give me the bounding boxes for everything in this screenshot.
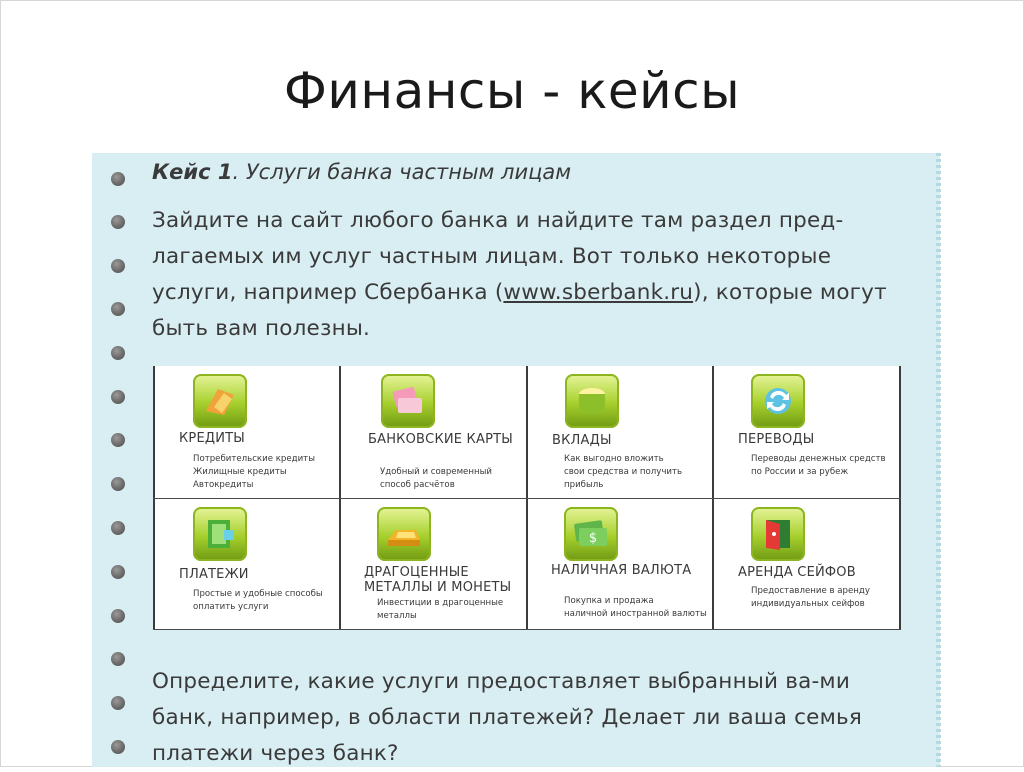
credit-icon xyxy=(193,374,247,428)
case-title: . Услуги банка частным лицам xyxy=(232,160,572,184)
service-name: ПЕРЕВОДЫ xyxy=(738,432,815,447)
case-label: Кейс 1 xyxy=(152,160,233,184)
intro-paragraph xyxy=(152,203,907,347)
service-tile-safe-rental[interactable] xyxy=(714,499,900,631)
service-tile-payments[interactable] xyxy=(153,499,339,631)
safe-icon xyxy=(751,507,805,561)
intro-text-end: ), которые могут быть вам полезны. xyxy=(152,280,887,341)
intro-text: Зайдите на сайт любого банка и найдите там раздел пред-лагаемых им услуг частным лицам. Вот только некоторые услуги, например Сбербанка ( xyxy=(152,208,844,305)
binder-hole xyxy=(111,302,125,316)
binder-hole xyxy=(111,390,125,404)
service-tile-bank-cards[interactable] xyxy=(340,366,526,498)
service-desc: Как выгодно вложить свои средства и получить прибыль xyxy=(564,454,683,490)
binder-hole xyxy=(111,740,125,754)
transfer-icon xyxy=(751,374,805,428)
service-desc: Переводы денежных средств по России и за рубеж xyxy=(751,454,886,477)
case-heading xyxy=(152,160,571,184)
service-name: КРЕДИТЫ xyxy=(179,431,245,446)
service-tile-precious-metals[interactable] xyxy=(340,499,526,631)
binder-hole xyxy=(111,259,125,273)
binder-hole xyxy=(111,215,125,229)
binder-hole xyxy=(111,609,125,623)
gold-bar-icon xyxy=(377,507,431,561)
binder-hole xyxy=(111,521,125,535)
binder-hole xyxy=(111,652,125,666)
service-name: ВКЛАДЫ xyxy=(552,433,612,448)
service-name: ДРАГОЦЕННЫЕ МЕТАЛЛЫ И МОНЕТЫ xyxy=(364,565,512,595)
currency-icon xyxy=(564,507,618,561)
service-name: БАНКОВСКИЕ КАРТЫ xyxy=(368,432,513,447)
payment-icon xyxy=(193,507,247,561)
service-desc: Простые и удобные способы оплатить услуги xyxy=(193,589,323,612)
bank-card-icon xyxy=(381,374,435,428)
service-desc: Удобный и современный способ расчётов xyxy=(380,467,492,490)
service-name: НАЛИЧНАЯ ВАЛЮТА xyxy=(551,563,692,578)
deposit-icon xyxy=(565,374,619,428)
binder-hole xyxy=(111,172,125,186)
binder-hole xyxy=(111,696,125,710)
binder-hole xyxy=(111,477,125,491)
service-tile-deposits[interactable] xyxy=(527,366,713,498)
panel-perforated-edge xyxy=(936,153,941,767)
services-grid xyxy=(153,366,901,630)
service-desc: Инвестиции в драгоценные металлы xyxy=(377,598,504,621)
service-tile-credits[interactable] xyxy=(153,366,339,498)
service-tile-transfers[interactable] xyxy=(714,366,900,498)
service-tile-cash-currency[interactable] xyxy=(527,499,713,631)
service-name: АРЕНДА СЕЙФОВ xyxy=(738,565,856,580)
service-name: ПЛАТЕЖИ xyxy=(179,567,249,582)
binder-hole xyxy=(111,565,125,579)
outro-paragraph: Определите, какие услуги предоставляет выбранный ва-ми банк, например, в области платежей? Делает ли ваша семья платежи через банк? xyxy=(152,669,863,766)
service-desc: Предоставление в аренду индивидуальных сейфов xyxy=(751,586,870,609)
sberbank-link[interactable]: www.sberbank.ru xyxy=(503,280,694,305)
service-desc: Потребительские кредиты Жилищные кредиты Автокредиты xyxy=(193,454,315,490)
svg-text:$: $ xyxy=(588,531,598,546)
binder-hole xyxy=(111,433,125,447)
service-desc: Покупка и продажа наличной иностранной валюты xyxy=(564,596,707,619)
page-title: Финансы - кейсы xyxy=(283,62,741,120)
binder-hole xyxy=(111,346,125,360)
